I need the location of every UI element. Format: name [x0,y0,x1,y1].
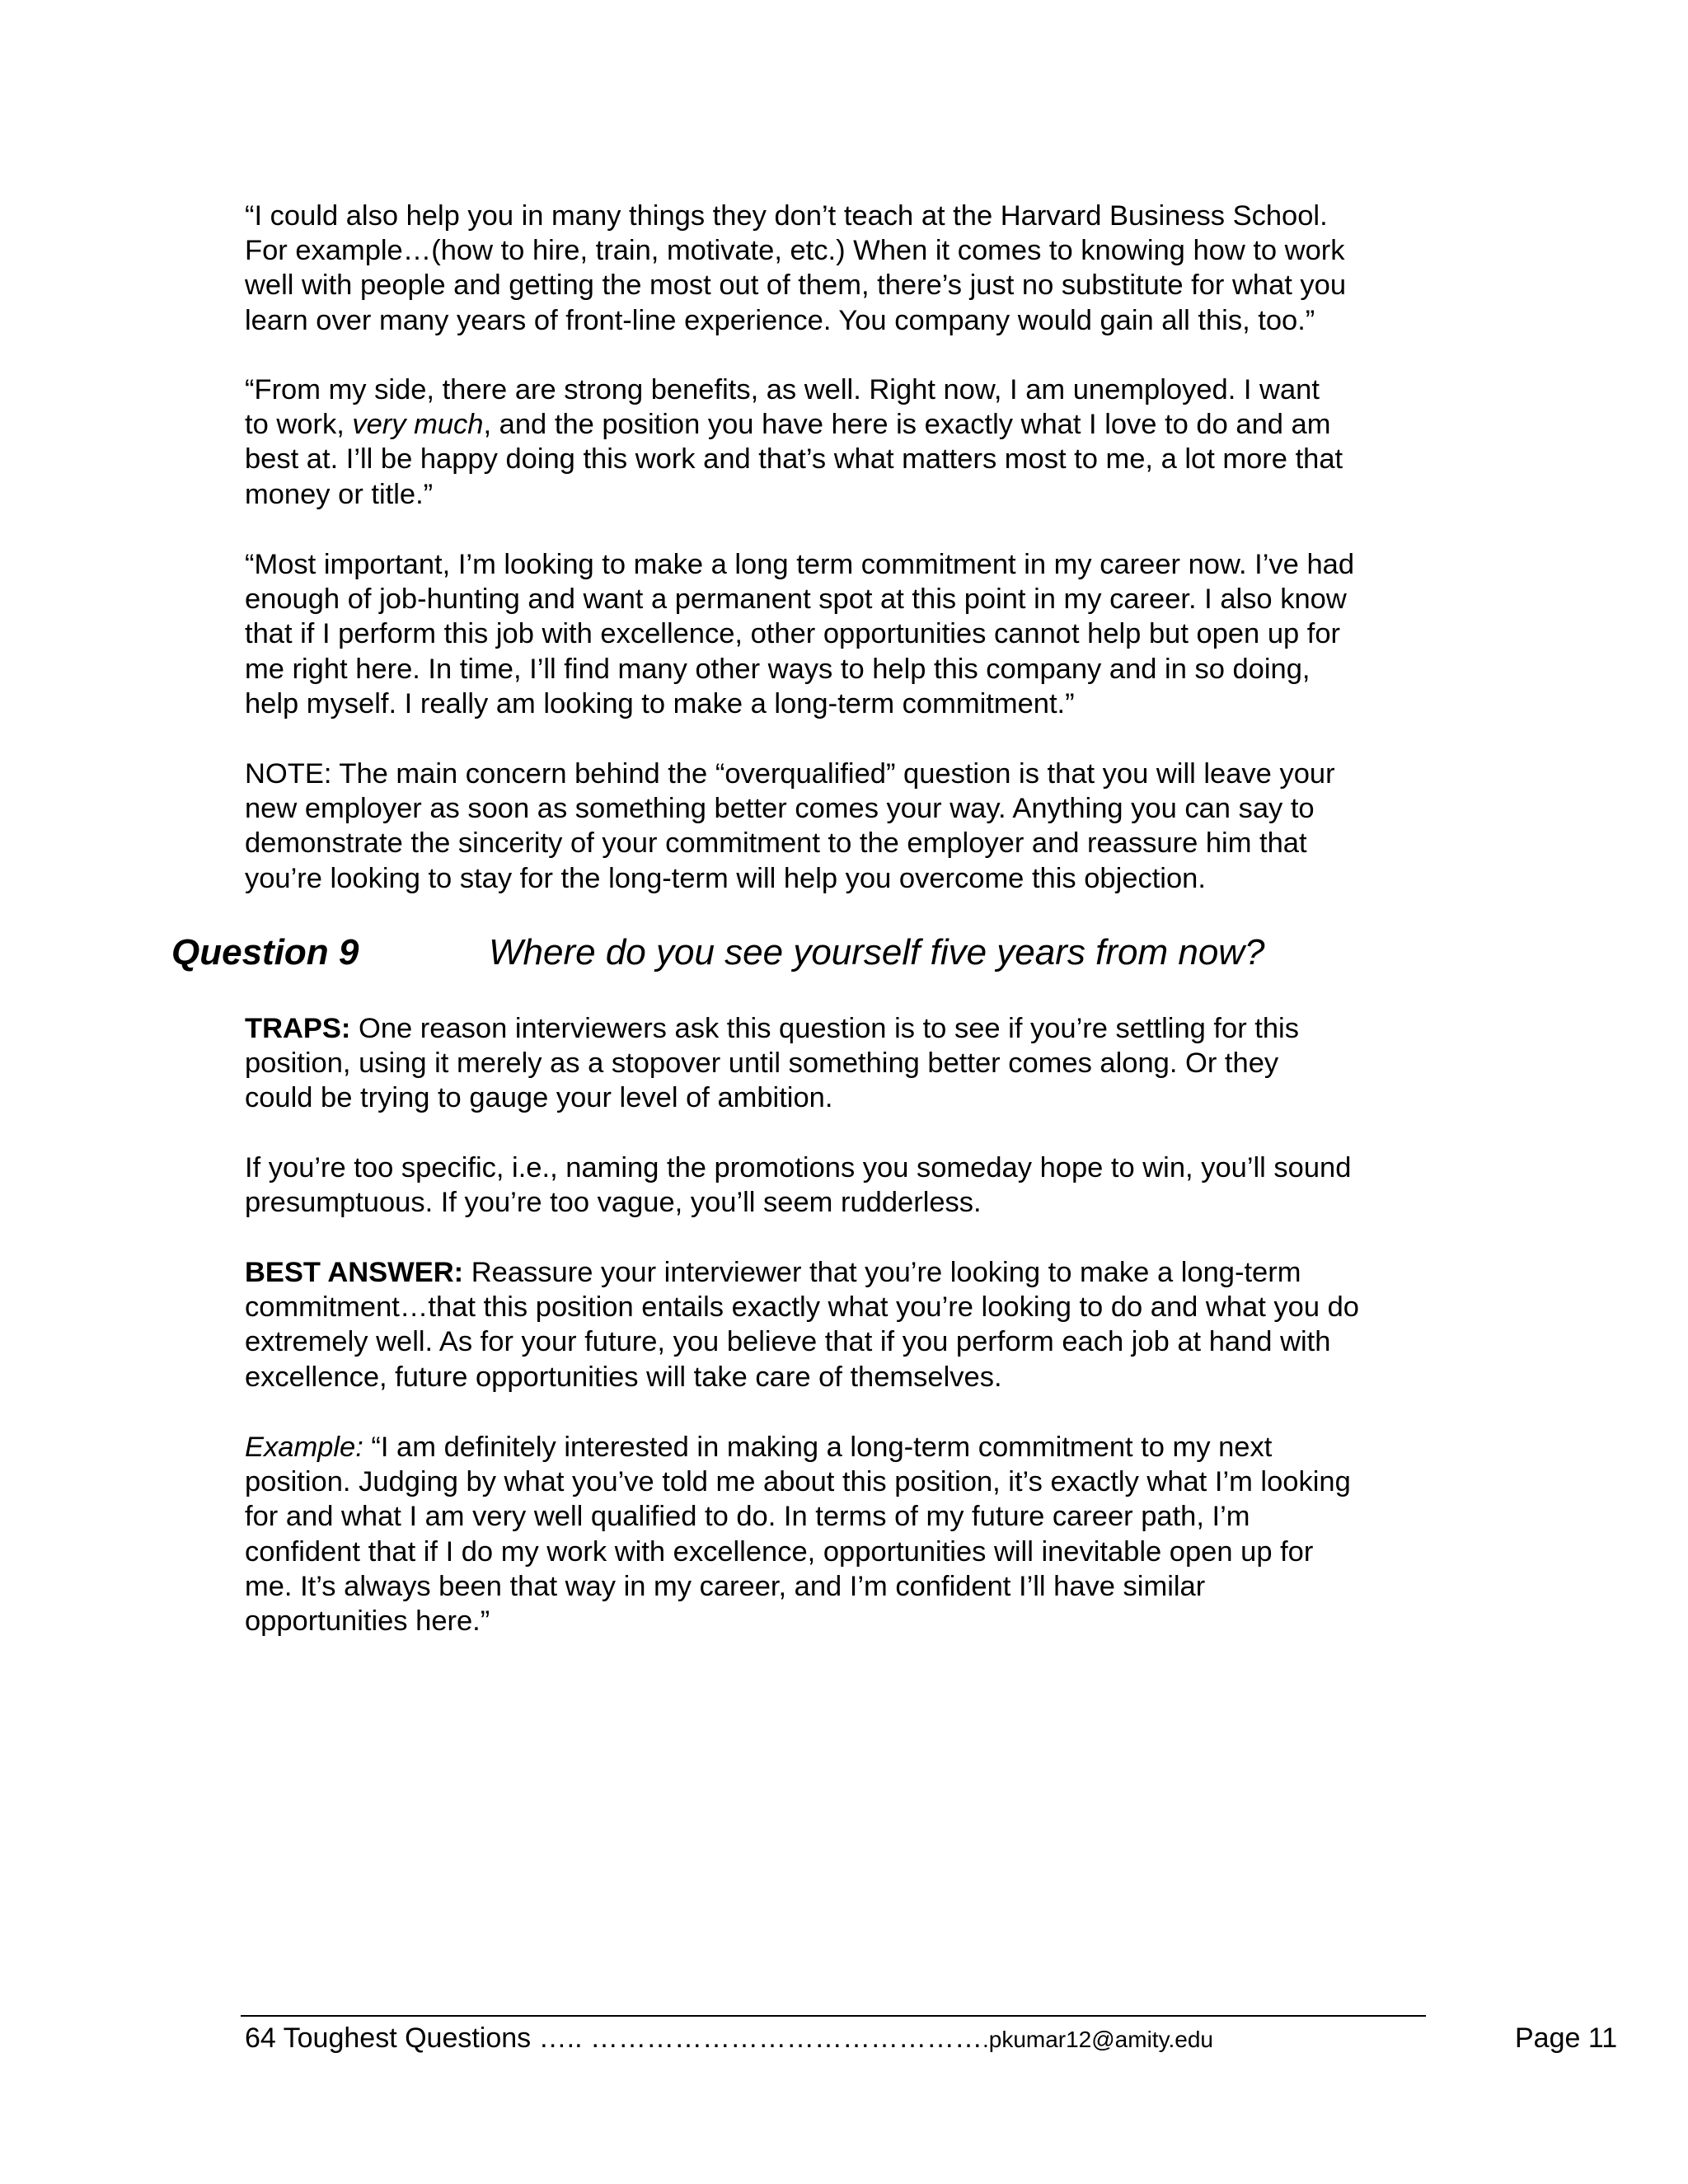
question-text: Where do you see yourself five years from now? [489,932,1265,972]
footer-title [245,2020,1213,2058]
paragraph-benefits-part1: “From my side, there are strong benefits, as well. Right now, I am unemployed. I want to work, [245,374,1320,441]
traps-text: One reason interviewers ask this question is to see if you’re settling for this position, using it merely as a stopover until something better comes along. Or they could be trying to gauge your level of ambition. [245,1013,1299,1114]
example-label: Example: [245,1432,363,1463]
example-text: “I am definitely interested in making a long-term commitment to my next position. Judging by what you’ve told me about this position, it’s exactly what I’m looking for and what I am very well qualified to do. In terms of my future career path, I’m confident that if I do my work with excellence, opportunities will inevitable open up for me. It’s always been that way in my career, and I’m confident I’ll have similar opportunities here.” [245,1432,1351,1638]
footer-email: .pkumar12@amity.edu [982,2027,1213,2052]
paragraph-best-answer [245,1255,1440,1394]
paragraph-benefits-part2: , and the position you have here is exactly what I love to do and am best at. I’ll be happy doing this work and that’s what matters most to me, a lot more that money or title.” [245,409,1343,510]
traps-label: TRAPS: [245,1013,351,1044]
question-heading [171,928,1573,977]
question-label: Question 9 [171,932,359,972]
paragraph-harvard: “I could also help you in many things they don’t teach at the Harvard Business School. For example…(how to hire, train, motivate, etc.) When it comes to knowing how to work well with people and getting the most out of them, there’s just no substitute for what you learn over many years of front-line experience. You company would gain all this, too.” [245,200,1347,336]
best-answer-label: BEST ANSWER: [245,1257,464,1288]
paragraph-benefits [245,373,1440,512]
emphasis-very-much: very much [352,409,484,441]
page-number: Page 11 [1515,2022,1618,2054]
best-answer-text: Reassure your interviewer that you’re looking to make a long-term commitment…that this position entails exactly what you’re looking to do and what you do extremely well. As for your future, you believe that if you perform each job at hand with excellence, future opportunities will take care of themselves. [245,1257,1359,1393]
paragraph-example [245,1430,1440,1638]
paragraph-traps [245,1011,1440,1116]
footer-divider [241,2015,1426,2017]
paragraph-commitment: “Most important, I’m looking to make a long term commitment in my career now. I’ve had enough of job-hunting and want a permanent spot at this point in my career. I also know that if I perform this job with excellence, other opportunities cannot help but open up for me right here. In time, I’ll find many other ways to help this company and in so doing, help myself. I really am looking to make a long-term commitment.” [245,549,1355,719]
paragraph-note: NOTE: The main concern behind the “overqualified” question is that you will leave your new employer as soon as something better comes your way. Anything you can say to demonstrate the sincerity of your commitment to the employer and reassure him that you’re looking to stay for the long-term will help you overcome this objection. [245,758,1335,894]
paragraph-specific: If you’re too specific, i.e., naming the promotions you someday hope to win, you’ll sound presumptuous. If you’re too vague, you’ll seem rudderless. [245,1152,1352,1219]
footer-title-text: 64 Toughest Questions ….. …………………………………… [245,2022,982,2054]
